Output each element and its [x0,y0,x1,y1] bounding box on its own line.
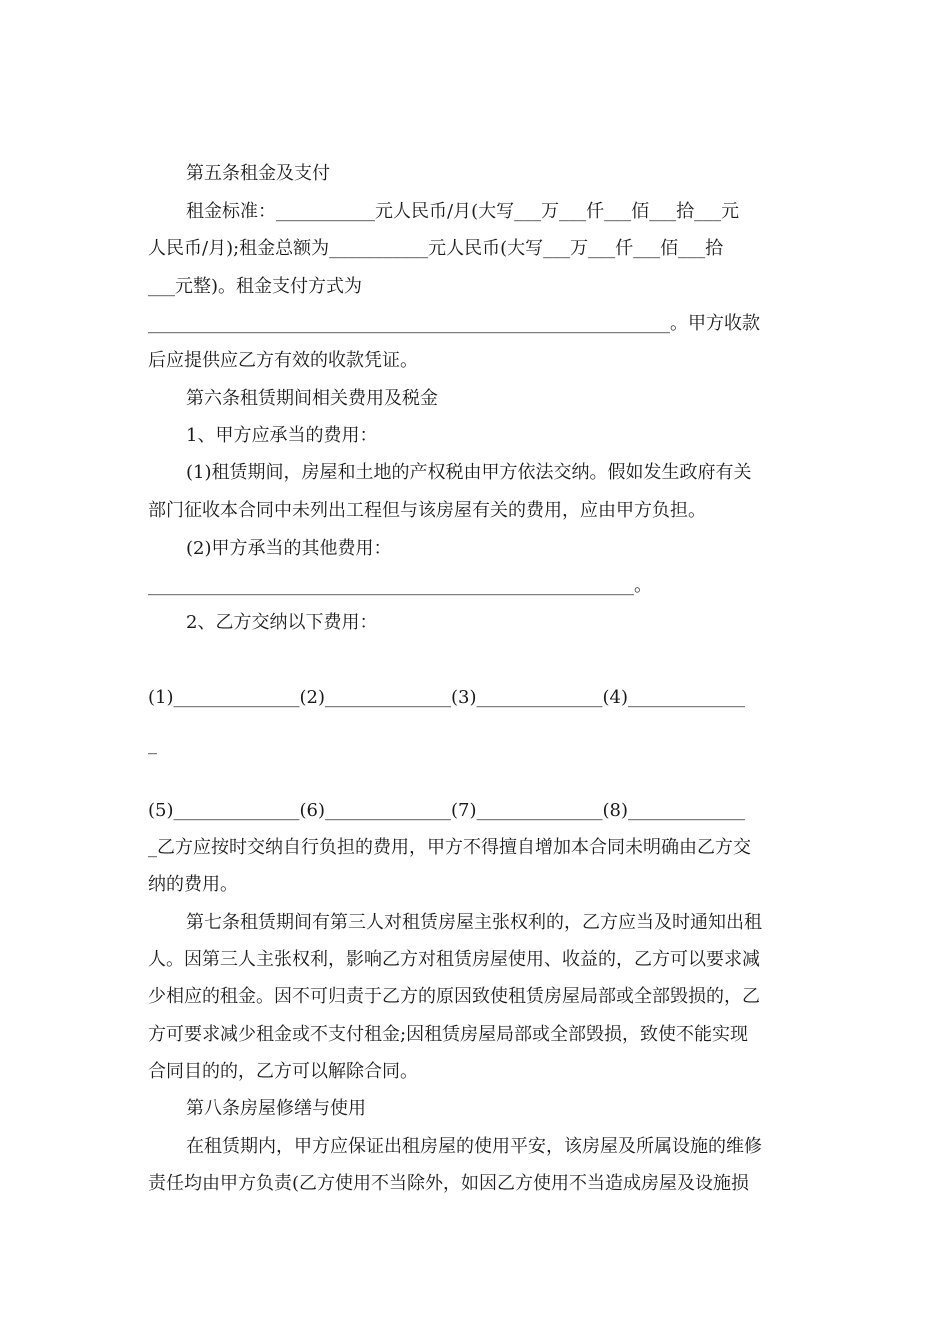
paragraph-line: 租金标准：___________元人民币/月(大写___万___仟___佰___拾___元 [186,201,740,222]
paragraph-line: 人。因第三人主张权利，影响乙方对租赁房屋使用、收益的，乙方可以要求减 [148,949,760,970]
paragraph-line: ___元整)。租金支付方式为 [148,276,363,297]
fee-blanks-line: (5)______________(6)______________(7)______________(8)_____________ [148,800,745,821]
article-6-heading: 第六条租赁期间相关费用及税金 [186,388,438,409]
fee-blanks-line: (1)______________(2)______________(3)______________(4)_____________ [148,687,745,708]
paragraph-line: 少相应的租金。因不可归责于乙方的原因致使租赁房屋局部或全部毁损的，乙 [148,986,760,1007]
fee-blanks-overflow: _ [148,734,157,755]
paragraph-line: 纳的费用。 [148,874,238,895]
article-8-heading: 第八条房屋修缮与使用 [186,1098,366,1119]
paragraph-line: _乙方应按时交纳自行负担的费用，甲方不得擅自增加本合同未明确由乙方交 [148,837,751,858]
paragraph-line: 责任均由甲方负责(乙方使用不当除外，如因乙方使用不当造成房屋及设施损 [148,1173,750,1194]
paragraph-line: 人民币/月);租金总额为___________元人民币(大写___万___仟___佰___拾 [148,238,724,259]
paragraph-line: (2)甲方承当的其他费用： [186,538,392,559]
paragraph-line: 在租赁期内，甲方应保证出租房屋的使用平安，该房屋及所属设施的维修 [186,1136,762,1157]
paragraph-line: (1)租赁期间，房屋和土地的产权税由甲方依法交纳。假如发生政府有关 [186,462,752,483]
article-5-heading: 第五条租金及支付 [186,163,330,184]
paragraph-line: 后应提供应乙方有效的收款凭证。 [148,350,418,371]
section-heading: 2、乙方交纳以下费用： [186,612,378,633]
paragraph-line: 合同目的的，乙方可以解除合同。 [148,1061,418,1082]
article-7-line: 第七条租赁期间有第三人对租赁房屋主张权利的，乙方应当及时通知出租 [186,912,762,933]
paragraph-line: 方可要求减少租金或不支付租金;因租赁房屋局部或全部毁损，致使不能实现 [148,1024,749,1045]
paragraph-line: __________________________________________________________。甲方收款 [148,313,760,334]
paragraph-line: ______________________________________________________。 [148,575,652,596]
section-heading: 1、甲方应承当的费用： [186,425,378,446]
paragraph-line: 部门征收本合同中未列出工程但与该房屋有关的费用，应由甲方负担。 [148,500,706,521]
